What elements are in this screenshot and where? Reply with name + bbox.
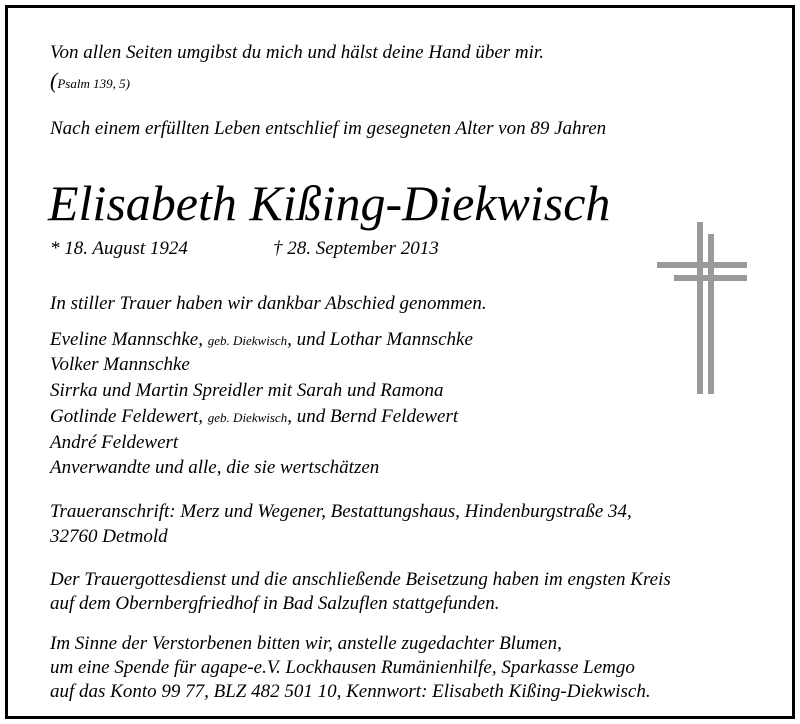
cross-icon	[657, 222, 747, 394]
mourner-4-nee: geb. Diekwisch	[207, 410, 288, 425]
mourner-4-name: Gotlinde Feldewert,	[50, 406, 204, 427]
donation-line-1: Im Sinne der Verstorbenen bitten wir, anstelle zugedachter Blumen,	[50, 633, 562, 654]
mourner-line-1	[50, 329, 473, 352]
mourning-statement: In stiller Trauer haben wir dankbar Abschied genommen.	[50, 293, 487, 314]
mourner-4-partner: , und Bernd Feldewert	[287, 406, 459, 427]
cross-horizontal-bar-bottom	[674, 275, 747, 281]
intro-text: Nach einem erfüllten Leben entschlief im gesegneten Alter von 89 Jahren	[50, 118, 607, 139]
cross-vertical-bar-right	[708, 234, 714, 394]
donation-line-2: um eine Spende für agape-e.V. Lockhausen Rumänienhilfe, Sparkasse Lemgo	[50, 657, 635, 678]
verse-reference	[50, 70, 130, 95]
mourner-line-5: André Feldewert	[50, 432, 179, 453]
death-date: † 28. September 2013	[273, 238, 439, 259]
bible-verse: Von allen Seiten umgibst du mich und hälst deine Hand über mir.	[50, 42, 544, 63]
mourner-line-4	[50, 406, 458, 429]
mourner-line-2: Volker Mannschke	[50, 354, 190, 375]
birth-date: * 18. August 1924	[50, 238, 188, 259]
deceased-name: Elisabeth Kißing-Diekwisch	[48, 175, 611, 231]
mourner-line-3: Sirrka und Martin Spreidler mit Sarah und Ramona	[50, 380, 444, 401]
service-line-1: Der Trauergottesdienst und die anschließende Beisetzung haben im engsten Kreis	[50, 569, 671, 590]
mourner-line-6: Anverwandte und alle, die sie wertschätzen	[50, 457, 380, 478]
mourner-1-nee: geb. Diekwisch	[207, 333, 288, 348]
reference-open-paren: (	[50, 68, 58, 93]
cross-horizontal-bar-top	[657, 262, 747, 268]
service-line-2: auf dem Obernbergfriedhof in Bad Salzuflen stattgefunden.	[50, 593, 500, 614]
reference-text: Psalm 139, 5)	[57, 76, 130, 91]
address-line-1: Traueranschrift: Merz und Wegener, Bestattungshaus, Hindenburgstraße 34,	[50, 501, 632, 522]
mourner-1-partner: , und Lothar Mannschke	[287, 329, 473, 350]
address-line-2: 32760 Detmold	[50, 526, 168, 547]
donation-line-3: auf das Konto 99 77, BLZ 482 501 10, Kennwort: Elisabeth Kißing-Diekwisch.	[50, 681, 651, 702]
cross-vertical-bar-left	[697, 222, 703, 394]
mourner-1-name: Eveline Mannschke,	[50, 329, 203, 350]
